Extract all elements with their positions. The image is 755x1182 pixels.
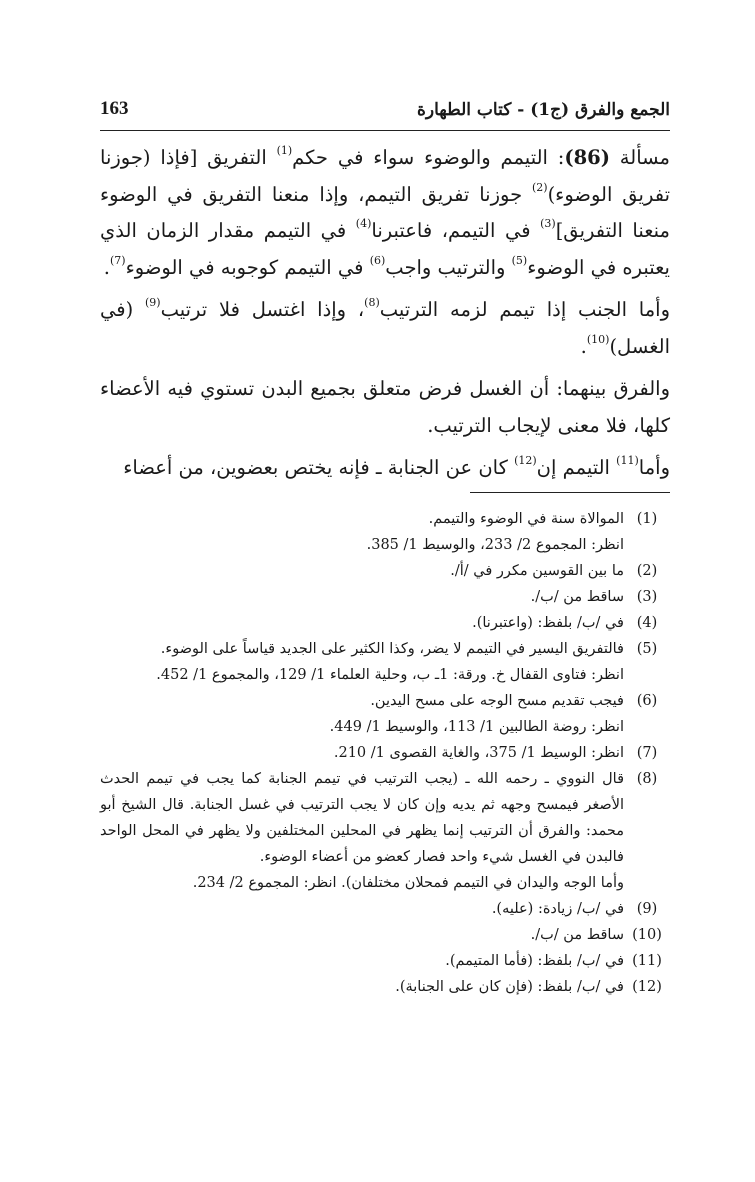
footnote-line: انظر: روضة الطالبين 1/ 113، والوسيط 1/ 449. <box>329 719 624 735</box>
issue-number: (86) <box>564 146 610 169</box>
text-run: . <box>103 255 110 279</box>
text-run: في التيمم، فاعتبرنا <box>371 219 541 242</box>
text-run: مسألة <box>609 146 670 169</box>
footnote-text <box>100 974 624 1000</box>
footnote-text <box>100 584 624 610</box>
footnote <box>100 558 670 584</box>
footnote-line: ساقط من /ب/. <box>530 589 624 605</box>
page-header <box>100 96 670 131</box>
footnote-number: (11) <box>632 953 662 969</box>
footnote-number: (6) <box>636 693 658 709</box>
footnote <box>100 506 670 558</box>
text-run: في التيمم مقدار الزمان الذي يعتبره في الوضوء <box>100 219 670 279</box>
footnote-line: في /ب/ بلفظ: (واعتبرنا). <box>472 615 624 631</box>
text-run: في التيمم كوجوبه في الوضوء <box>125 255 370 279</box>
footnote-text <box>100 922 624 948</box>
footnote-number: (8) <box>636 771 658 787</box>
footnote <box>100 740 670 766</box>
footnotes <box>100 506 670 1000</box>
footnote <box>100 948 670 974</box>
footnote-text <box>100 896 624 922</box>
footnote-line: ساقط من /ب/. <box>530 927 624 943</box>
footnote-number: (1) <box>636 511 658 527</box>
paragraph <box>100 371 670 444</box>
footnote-number: (10) <box>632 927 662 943</box>
footnote-line: الموالاة سنة في الوضوء والتيمم. <box>428 511 624 527</box>
footnote-number: (5) <box>636 641 658 657</box>
footnote <box>100 688 670 740</box>
footnote <box>100 610 670 636</box>
footnote-number: (3) <box>636 589 658 605</box>
footnote-line: قال النووي ـ رحمه الله ـ (يجب الترتيب في تيمم الجنابة كما يجب في تيمم الحدث الأصغر فيمسح وجهه ثم يديه وإن كان لا يجب الترتيب في غسل الجنابة. قال الشيخ أبو محمد: والفرق أن الترتيب إنما يظهر في المحلين المختلفين ولا يظهر في المحل الواحد فالبدن في الغسل شيء واحد فصار كعضو من أعضاء الوضوء. <box>100 771 624 865</box>
footnote-line: انظر: فتاوى القفال خ. ورقة: 1ـ ب، وحلية العلماء 1/ 129، والمجموع 1/ 452. <box>156 667 624 683</box>
text-run: وأما الجنب إذا تيمم لزمه الترتيب <box>379 298 670 321</box>
footnote-line: فالتفريق اليسير في التيمم لا يضر، وكذا الكثير على الجديد قياساً على الوضوء. <box>160 641 624 657</box>
footnote-ref: (1) <box>276 144 293 157</box>
text-run: . <box>580 334 587 358</box>
footnote-ref: (4) <box>355 217 372 230</box>
footnote-number: (2) <box>636 563 658 579</box>
footnote-line: انظر: المجموع 2/ 233، والوسيط 1/ 385. <box>366 537 624 553</box>
footnote-ref: (10) <box>586 332 610 346</box>
footnote-line: انظر: الوسيط 1/ 375، والغاية القصوى 1/ 210. <box>333 745 624 761</box>
footnote <box>100 896 670 922</box>
footnote-number: (4) <box>636 615 658 631</box>
paragraph <box>100 450 670 487</box>
footnote-text <box>100 610 624 636</box>
footnote <box>100 922 670 948</box>
footnote-text <box>100 636 624 688</box>
footnote <box>100 974 670 1000</box>
running-head: الجمع والفرق (ج1) - كتاب الطهارة <box>417 100 670 120</box>
footnote <box>100 766 670 896</box>
footnote-line: في /ب/ زيادة: (عليه). <box>491 901 624 917</box>
footnote-separator <box>470 492 670 493</box>
footnote-ref: (9) <box>144 296 161 309</box>
paragraph <box>100 292 670 365</box>
footnote-ref: (12) <box>514 454 537 467</box>
footnote-ref: (7) <box>109 253 126 267</box>
text-run: (في الغسل) <box>100 298 670 358</box>
footnote-line: ما بين القوسين مكرر في /أ/. <box>450 563 624 579</box>
footnote-text <box>100 688 624 740</box>
text-run: التيمم إن <box>536 456 617 479</box>
text-run: وأما <box>638 456 670 479</box>
text-run: والترتيب واجب <box>385 255 512 279</box>
text-run: كان عن الجنابة ـ فإنه يختص بعضوين، من أعضاء <box>123 456 515 479</box>
footnote-number: (7) <box>636 745 658 761</box>
text-run: جوزنا تفريق التيمم، وإذا منعنا التفريق في الوضوء منعنا التفريق] <box>100 182 670 242</box>
footnote-line: في /ب/ بلفظ: (فأما المتيمم). <box>445 953 624 969</box>
footnote-number: (9) <box>636 901 658 917</box>
footnote-ref: (8) <box>364 296 380 309</box>
footnote-line: وأما الوجه واليدان في التيمم فمحلان مختلفان). انظر: المجموع 2/ 234. <box>192 875 624 891</box>
footnote-text <box>100 506 624 558</box>
footnote-line: في /ب/ بلفظ: (فإن كان على الجنابة). <box>395 979 624 995</box>
footnote <box>100 636 670 688</box>
footnote-text <box>100 948 624 974</box>
text-run: : التيمم والوضوء سواء في حكم <box>292 146 565 169</box>
text-run: ، وإذا اغتسل فلا ترتيب <box>160 298 365 321</box>
main-text <box>100 140 670 493</box>
text-run: والفرق بينهما: أن الغسل فرض متعلق بجميع البدن تستوي فيه الأعضاء كلها، فلا معنى لإيجاب الترتيب. <box>100 377 670 437</box>
footnote-ref: (6) <box>369 253 386 267</box>
text-run: التفريق [فإذا (جوزنا تفريق الوضوء) <box>100 146 671 206</box>
footnote-text <box>100 766 624 896</box>
footnote-ref: (5) <box>511 253 528 267</box>
footnote-text <box>100 740 624 766</box>
page-number: 163 <box>100 98 129 119</box>
paragraph <box>100 140 670 286</box>
footnote-text <box>100 558 624 584</box>
footnote-number: (12) <box>632 979 662 995</box>
footnote-ref: (3) <box>540 217 556 230</box>
footnote <box>100 584 670 610</box>
footnote-ref: (11) <box>616 454 639 467</box>
footnote-line: فيجب تقديم مسح الوجه على مسح اليدين. <box>370 693 624 709</box>
footnote-ref: (2) <box>531 180 548 194</box>
